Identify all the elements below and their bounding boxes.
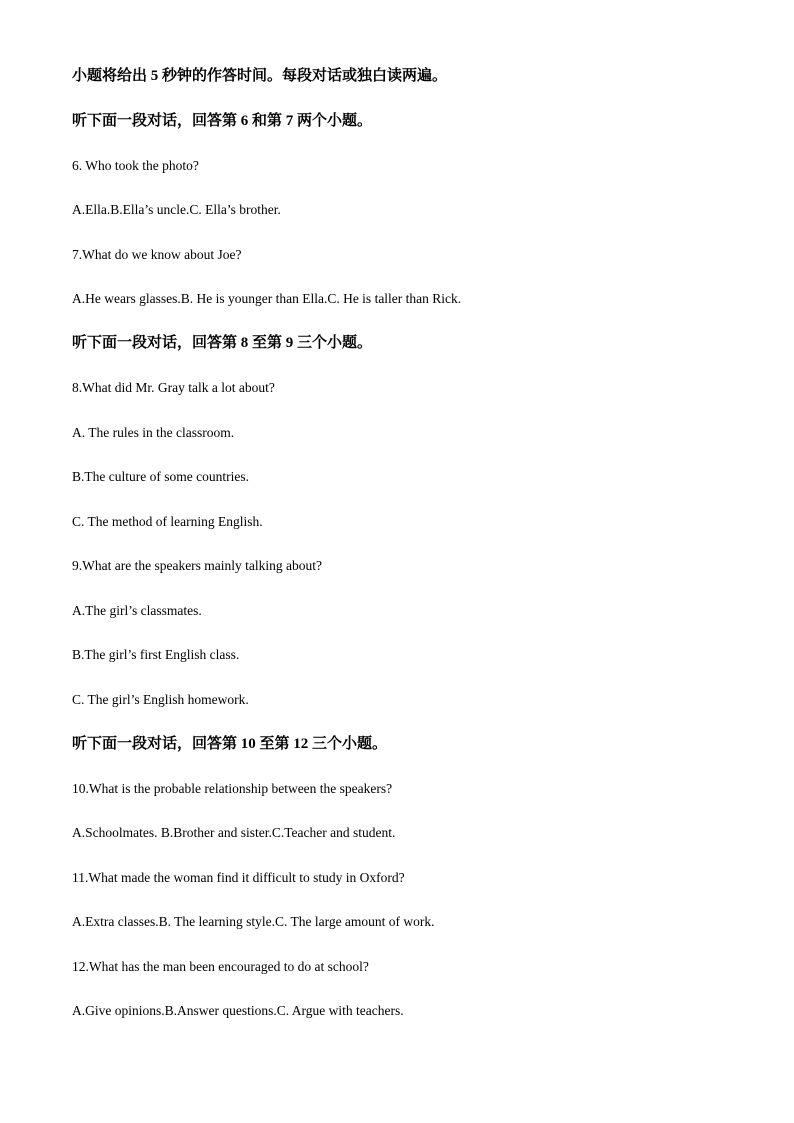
section-heading-q8-9: 听下面一段对话，回答第 8 至第 9 三个小题。 — [72, 335, 373, 351]
question-10: 10.What is the probable relationship between the speakers? — [72, 781, 393, 796]
question-9-option-b: B.The girl’s first English class. — [72, 647, 240, 662]
question-8-option-c: C. The method of learning English. — [72, 514, 263, 529]
question-8: 8.What did Mr. Gray talk a lot about? — [72, 380, 275, 395]
question-8-option-a: A. The rules in the classroom. — [72, 425, 235, 440]
section-instruction: 小题将给出 5 秒钟的作答时间。每段对话或独白读两遍。 — [72, 68, 448, 84]
question-8-option-b: B.The culture of some countries. — [72, 469, 249, 484]
question-7: 7.What do we know about Joe? — [72, 247, 242, 262]
question-6: 6. Who took the photo? — [72, 158, 199, 173]
question-10-options: A.Schoolmates. B.Brother and sister.C.Teacher and student. — [72, 825, 396, 840]
section-heading-q6-7: 听下面一段对话，回答第 6 和第 7 两个小题。 — [72, 113, 373, 129]
question-12-options: A.Give opinions.B.Answer questions.C. Argue with teachers. — [72, 1003, 404, 1018]
question-9-option-a: A.The girl’s classmates. — [72, 603, 202, 618]
question-9: 9.What are the speakers mainly talking about? — [72, 558, 323, 573]
question-6-options: A.Ella.B.Ella’s uncle.C. Ella’s brother. — [72, 202, 281, 217]
question-11-options: A.Extra classes.B. The learning style.C. The large amount of work. — [72, 914, 435, 929]
section-heading-q10-12: 听下面一段对话，回答第 10 至第 12 三个小题。 — [72, 736, 388, 752]
question-12: 12.What has the man been encouraged to do at school? — [72, 959, 369, 974]
question-9-option-c: C. The girl’s English homework. — [72, 692, 249, 707]
question-11: 11.What made the woman find it difficult to study in Oxford? — [72, 870, 405, 885]
question-7-options: A.He wears glasses.B. He is younger than Ella.C. He is taller than Rick. — [72, 291, 462, 306]
